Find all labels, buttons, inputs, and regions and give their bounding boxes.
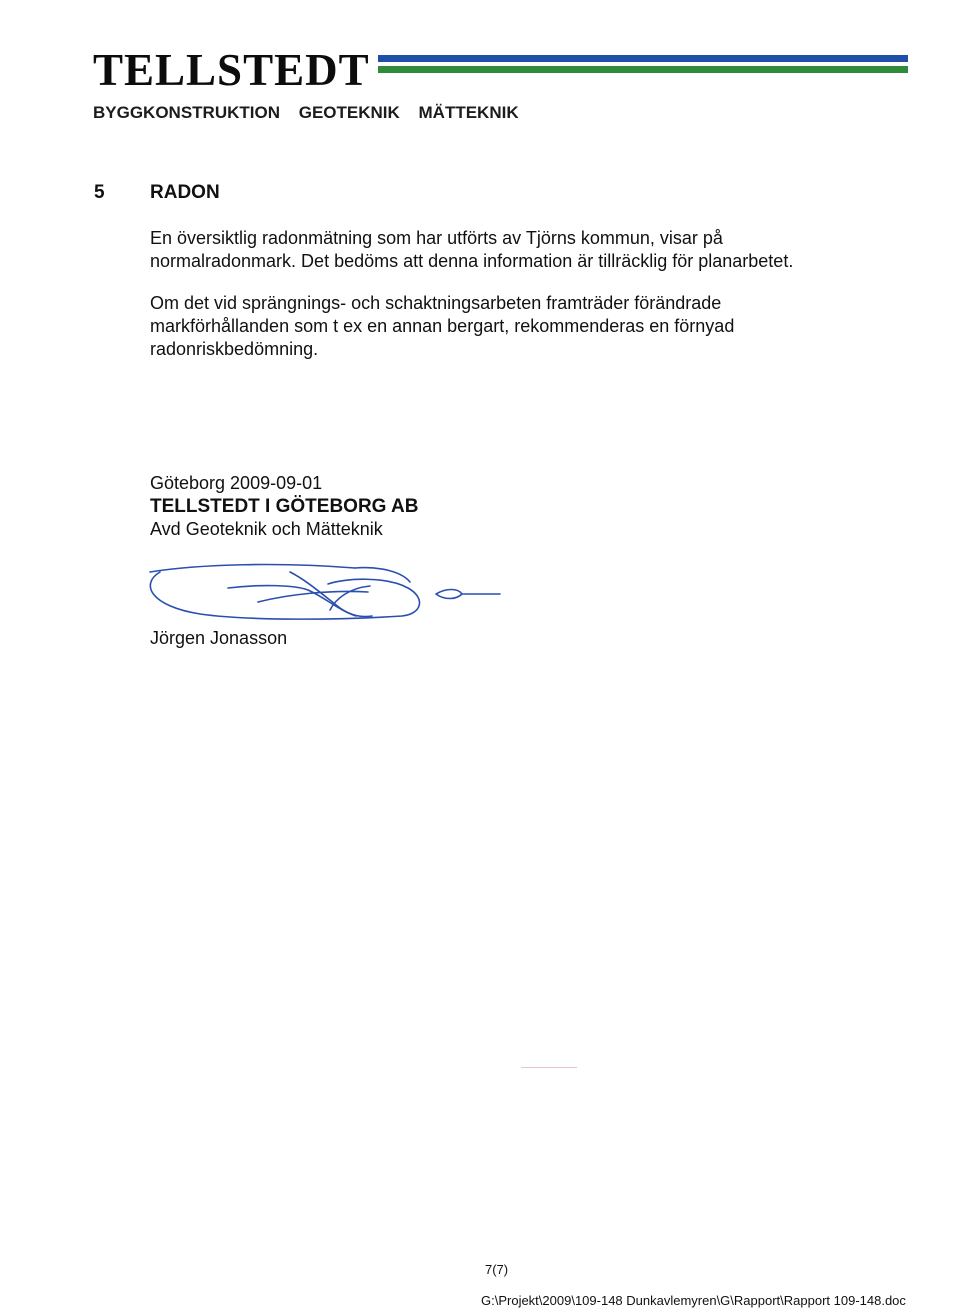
file-path: G:\Projekt\2009\109-148 Dunkavlemyren\G\Rapport\Rapport 109-148.doc	[481, 1293, 906, 1308]
company-tagline: BYGGKONSTRUKTION GEOTEKNIK MÄTTEKNIK	[93, 103, 519, 122]
section-heading	[94, 182, 220, 204]
company-logo: TELLSTEDT	[93, 45, 370, 95]
body-paragraph: En översiktlig radonmätning som har utförts av Tjörns kommun, visar på normalradonmark. Det bedöms att denna information är tillräcklig för planarbetet.	[150, 228, 794, 271]
section-number: 5	[94, 182, 105, 203]
logo-stripes	[378, 55, 908, 77]
department: Avd Geoteknik och Mätteknik	[150, 519, 383, 539]
section-title: RADON	[150, 182, 220, 203]
logo-stripe-green	[378, 66, 908, 73]
scan-artifact	[521, 1067, 577, 1068]
body-paragraph: Om det vid sprängnings- och schaktningsarbeten framträder förändrade markförhållanden som t ex en annan bergart, rekommenderas en förnyad radonriskbedömning.	[150, 293, 735, 359]
page-number: 7(7)	[485, 1262, 509, 1277]
logo-stripe-blue	[378, 55, 908, 62]
place-and-date: Göteborg 2009-09-01	[150, 473, 323, 493]
closing-block	[150, 472, 418, 541]
signer-name: Jörgen Jonasson	[150, 628, 288, 648]
company-name: TELLSTEDT I GÖTEBORG AB	[150, 496, 419, 517]
handwritten-signature-icon	[140, 558, 510, 635]
